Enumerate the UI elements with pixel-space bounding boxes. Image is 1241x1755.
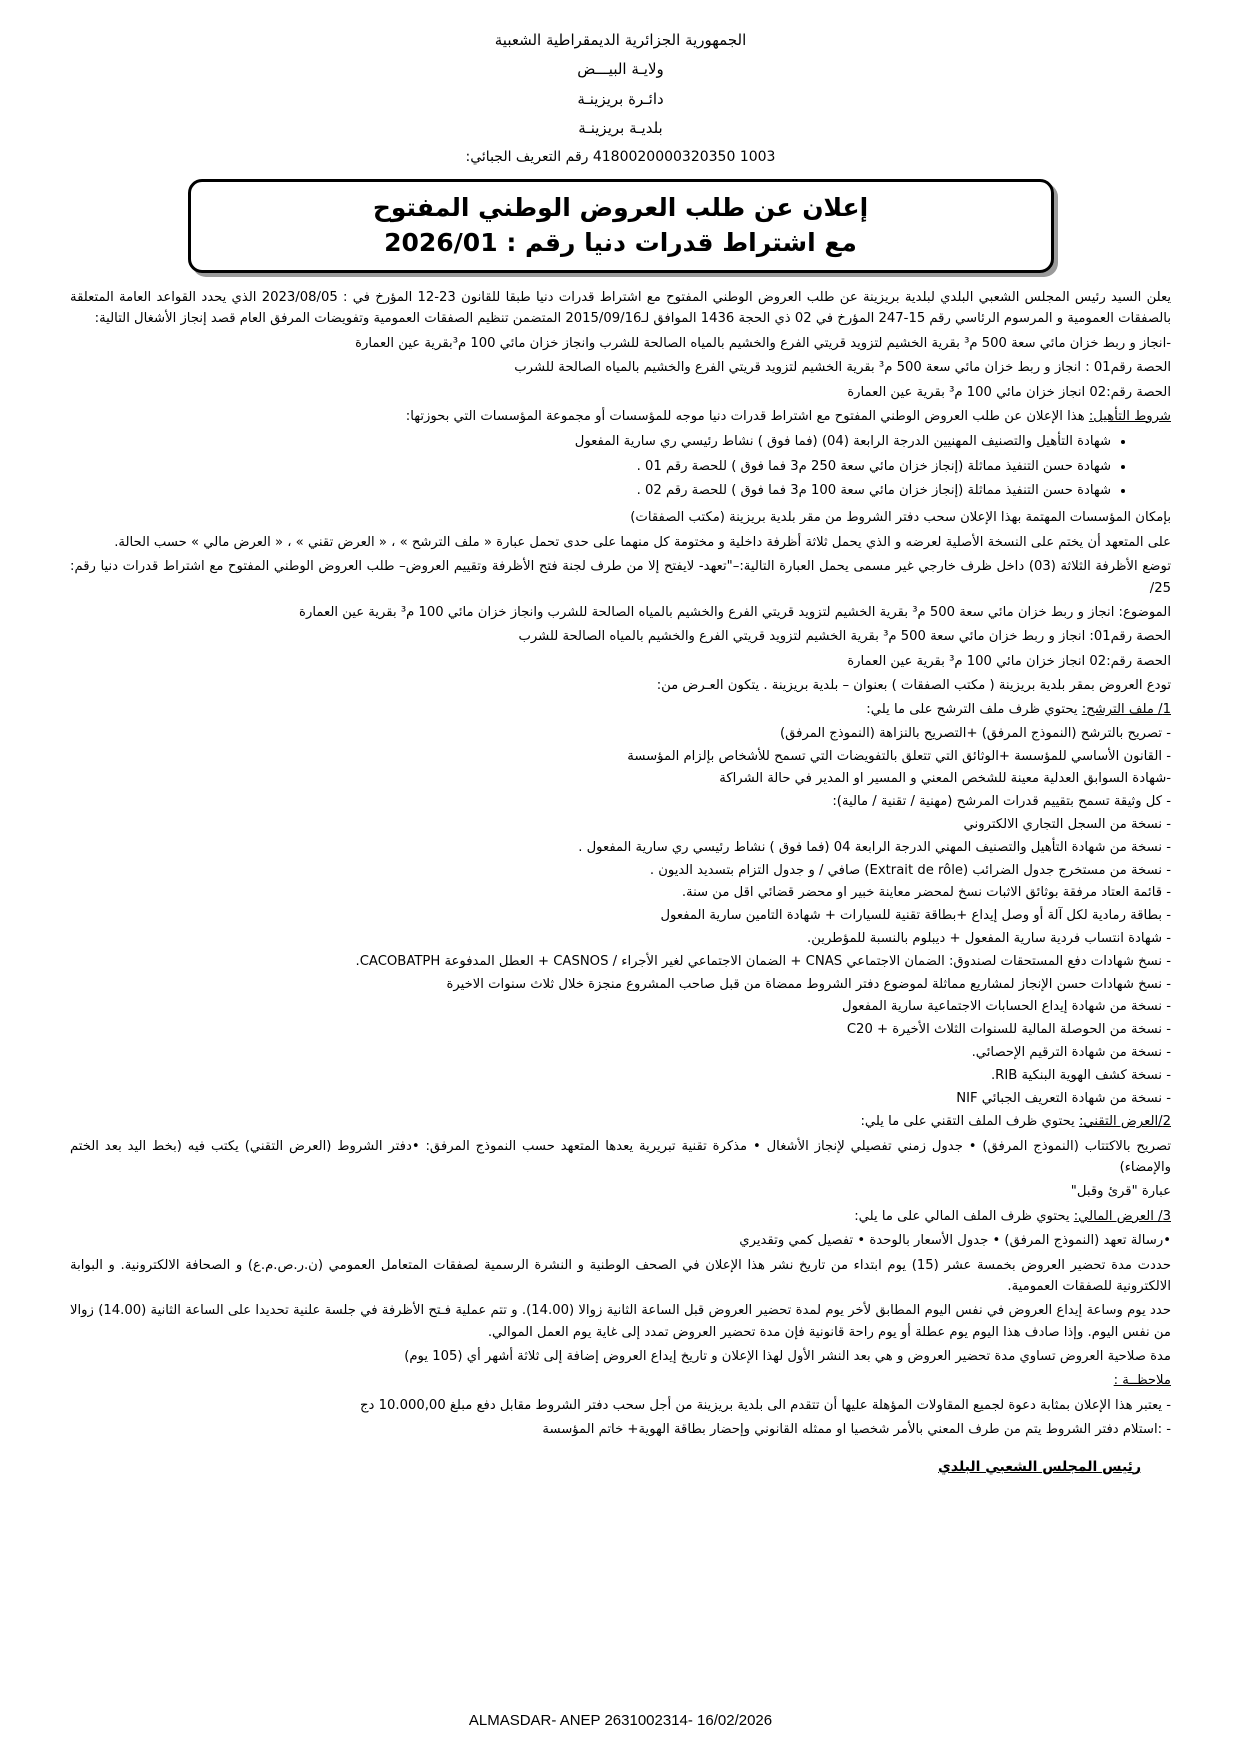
outer-envelope-instructions: توضع الأظرفة الثلاثة (03) داخل ظرف خارجي غير مسمى يحمل العبارة التالية:–"تعهد- لايفتح إلا من طرف لجنة فتح الأظرفة وتقييم العروض– طلب العروض الوطني المفتوح مع اشتراط قدرات دنيا رقم: 25/ [70, 559, 1171, 596]
lot1-line: الحصة رقم01: انجاز و ربط خزان مائي سعة 500 م³ بقرية الخشيم لتزويد قريتي الفرع والخشيم بالمياه الصالحة للشرب [518, 629, 1171, 645]
section1-item: - نسخة من الحوصلة المالية للسنوات الثلاث الأخيرة + C20 [846, 1022, 1171, 1038]
section1-item: - نسخة من شهادة التعريف الجبائي NIF [956, 1090, 1171, 1106]
section1-heading-line [70, 699, 1171, 720]
section1-item: - تصريح بالترشح (النموذج المرفق) +التصريح بالنزاهة (النموذج المرفق) [780, 725, 1171, 741]
note-heading: ملاحظــة : [1113, 1373, 1171, 1389]
announcement-title-line2: مع اشتراط قدرات دنيا رقم : 2026/01 [384, 228, 857, 257]
section1-item: - نسخة من شهادة التأهيل والتصنيف المهني الدرجة الرابعة 04 (فما فوق ) نشاط رئيسي ري سارية المفعول . [578, 839, 1171, 855]
document-header [70, 26, 1171, 143]
section2-item: تصريح بالاكتتاب (النموذج المرفق) • جدول زمني تفصيلي لإنجاز الأشغال • مذكرة تقنية تبريرية يعدها المتعهد حسب النموذج المرفق: •دفتر الشروط (العرض التقني) يكتب فيه (بخط اليد بعد الختم والإمضاء) [70, 1138, 1171, 1176]
tax-id-line [70, 149, 1171, 165]
section3-item: •رسالة تعهد (النموذج المرفق) • جدول الأسعار بالوحدة • تفصيل كمي وتقديري [739, 1233, 1171, 1249]
qualification-intro-rest: هذا الإعلان عن طلب العروض الوطني المفتوح مع اشتراط قدرات دنيا موجه للمؤسسات أو مجموعة المؤسسات التي بحوزتها: [405, 408, 1089, 424]
header-line-daira: دائـرة بريزينـة [577, 89, 664, 108]
lot2-summary: الحصة رقم:02 انجاز خزان مائي 100 م³ بقرية عين العمارة [847, 384, 1171, 400]
announcement-title-line1: إعلان عن طلب العروض الوطني المفتوح [372, 193, 869, 222]
section3-heading-line [70, 1206, 1171, 1227]
section1-item: -شهادة السوابق العدلية معينة للشخص المعني و المسير او المدير في حالة الشراكة [719, 771, 1171, 787]
section2-heading-line [70, 1111, 1171, 1132]
section1-item: - نسخ شهادات دفع المستحقات لصندوق: الضمان الاجتماعي CNAS + الضمان الاجتماعي لغير الأجراء / CASNOS + العطل المدفوعة CACOBATPH. [355, 953, 1171, 969]
announcement-title-box [188, 179, 1054, 273]
list-item: • شهادة التأهيل والتصنيف المهنيين الدرجة الرابعة (04) (فما فوق ) نشاط رئيسي ري سارية المفعول [70, 431, 1111, 452]
validity-period: مدة صلاحية العروض تساوي مدة تحضير العروض و هي بعد النشر الأول لهذا الإعلان و تاريخ إيداع العروض إضافة إلى ثلاثة أشهر أي (105 يوم) [404, 1349, 1171, 1365]
section1-item: - نسخة كشف الهوية البنكية RIB. [990, 1067, 1171, 1083]
lot2-line: الحصة رقم:02 انجاز خزان مائي 100 م³ بقرية عين العمارة [847, 653, 1171, 669]
list-item: • شهادة حسن التنفيذ مماثلة (إنجاز خزان مائي سعة 100 م3 فما فوق ) للحصة رقم 02 . [70, 480, 1111, 501]
intro-paragraph: يعلن السيد رئيس المجلس الشعبي البلدي لبلدية بريزينة عن طلب العروض الوطني المفتوح مع اشتراط قدرات دنيا طبقا للقانون 23-12 المؤرخ في : 2023/08/05 الذي يحدد القواعد العامة المتعلقة بالصفقات العمومية و المرسوم الرئاسي رقم 15-247 المؤرخ في 02 ذي الحجة 1436 الموافق لـ2015/09/16 المتضمن تنظيم الصفقات العمومية وتفويضات المرفق العام قصد إنجاز الأشغال التالية: [70, 290, 1172, 327]
sealing-instructions: على المتعهد أن يختم على النسخة الأصلية لعرضه و الذي يحمل ثلاثة أظرفة داخلية و مختومة كل منهما على حدى تحمل عبارة « ملف الترشح » ، « العرض تقني » ، « العرض مالي » حسب الحالة. [114, 534, 1171, 550]
header-line-commune: بلديـة بريزينـة [578, 118, 663, 137]
section1-item: - القانون الأساسي للمؤسسة +الوثائق التي تتعلق بالتفويضات التي تسمح للأشخاص بإلزام المؤسسة [627, 748, 1171, 764]
section1-item: - نسخة من السجل التجاري الالكتروني [963, 816, 1171, 832]
section1-item: - نسخة من مستخرج جدول الضرائب (Extrait de rôle) صافي / و جدول التزام بتسديد الديون . [649, 862, 1171, 878]
submission-datetime: حدد يوم وساعة إيداع العروض في نفس اليوم المطابق لأخر يوم لمدة تحضير العروض قبل الساعة الثانية زوالا (14.00). و تتم عملية فـتح الأظرفة في جلسة علنية تحديدا على الساعة الثانية (14.00) زوالا من نفس اليوم. وإذا صادف هذا اليوم يوم عطلة أو يوم راحة قانونية فإن مدة تحضير العروض تمدد إلى غاية يوم العمل الموالي. [70, 1303, 1171, 1340]
section1-item: - شهادة انتساب فردية سارية المفعول + ديبلوم بالنسبة للمؤطرين. [807, 930, 1171, 946]
subject-line: الموضوع: انجاز و ربط خزان مائي سعة 500 م³ بقرية الخشيم لتزويد قريتي الفرع والخشيم بالمياه الصالحة للشرب وانجاز خزان مائي 100 م³ بقرية عين العمارة [299, 604, 1171, 620]
note-item: - :استلام دفتر الشروط يتم من طرف المعني بالأمر شخصيا او ممثله القانوني وإحضار بطاقة الهوية+ خاتم المؤسسة [542, 1422, 1171, 1438]
list-item: • شهادة حسن التنفيذ مماثلة (إنجاز خزان مائي سعة 250 م3 فما فوق ) للحصة رقم 01 . [70, 456, 1111, 477]
tax-id-value: 4180020000320350 1003 [592, 149, 776, 165]
qualification-heading: شروط التأهيل: [1088, 408, 1171, 424]
footer-reference: ALMASDAR- ANEP 2631002314- 16/02/2026 [468, 1712, 773, 1729]
qualification-list [70, 431, 1171, 501]
withdraw-info: بإمكان المؤسسات المهتمة بهذا الإعلان سحب دفتر الشروط من مقر بلدية بريزينة (مكتب الصفقات) [630, 510, 1171, 526]
qualification-intro [70, 406, 1171, 427]
section1-heading: 1/ ملف الترشح: [1081, 702, 1171, 718]
section1-item: - بطاقة رمادية لكل آلة أو وصل إيداع +بطاقة تقنية للسيارات + شهادة التامين سارية المفعول [660, 908, 1171, 924]
section1-item: - نسخة من شهادة إيداع الحسابات الاجتماعية سارية المفعول [842, 999, 1171, 1015]
preparation-period: حددت مدة تحضير العروض بخمسة عشر (15) يوم ابتداء من تاريخ نشر هذا الإعلان في الصحف الوطنية و النشرة الرسمية لصفقات المتعامل العمومي (ن.ر.ص.م.ع) و الصحافة الالكترونية. و البوابة الالكترونية للصفقات العمومية. [70, 1257, 1171, 1294]
document-body [70, 287, 1171, 1441]
section2-heading: 2/العرض التقني: [1078, 1114, 1171, 1130]
deposit-location: تودع العروض بمقر بلدية بريزينة ( مكتب الصفقات ) بعنوان – بلدية بريزينة . يتكون العـرض من: [656, 678, 1171, 693]
section1-item: - قائمة العتاد مرفقة بوثائق الاثبات نسخ لمحضر معاينة خبير او محضر قضائي اقل من سنة. [681, 885, 1171, 901]
section3-heading: 3/ العرض المالي: [1073, 1208, 1171, 1224]
header-line-country: الجمهورية الجزائرية الديمقراطية الشعبية [494, 31, 747, 49]
lot1-summary: الحصة رقم01 : انجاز و ربط خزان مائي سعة 500 م³ بقرية الخشيم لتزويد قريتي الفرع والخشيم بالمياه الصالحة للشرب [514, 360, 1171, 376]
tax-id-label: رقم التعريف الجبائي: [465, 149, 589, 165]
note-item: - يعتبر هذا الإعلان بمثابة دعوة لجميع المقاولات المؤهلة عليها أن تتقدم الى بلدية بريزينة من أجل سحب دفتر الشروط مقابل دفع مبلغ 10.000,00 دج [360, 1397, 1171, 1413]
section2-heading-rest: يحتوي ظرف الملف التقني على ما يلي: [860, 1114, 1079, 1130]
section1-heading-rest: يحتوي ظرف ملف الترشح على ما يلي: [866, 702, 1082, 718]
works-summary: -انجاز و ربط خزان مائي سعة 500 م³ بقرية الخشيم لتزويد قريتي الفرع والخشيم بالمياه الصالحة للشرب وانجاز خزان مائي 100 م³بقرية عين العمارة [355, 335, 1171, 351]
header-line-wilaya: ولايـة البيـــض [577, 60, 664, 79]
section1-item: - كل وثيقة تسمح بتقييم قدرات المرشح (مهنية / تقنية / مالية): [832, 794, 1171, 810]
section3-heading-rest: يحتوي ظرف الملف المالي على ما يلي: [854, 1208, 1074, 1224]
signature-line: رئيس المجلس الشعبي البلدي [938, 1458, 1141, 1475]
section1-item: - نسخة من شهادة الترقيم الإحصائي. [971, 1044, 1171, 1060]
section2-item: عبارة "قرئ وقبل" [1070, 1184, 1171, 1200]
section1-item: - نسخ شهادات حسن الإنجاز لمشاريع مماثلة لموضوع دفتر الشروط ممضاة من قبل صاحب المشروع منجزة خلال ثلاث سنوات الاخيرة [446, 976, 1171, 992]
